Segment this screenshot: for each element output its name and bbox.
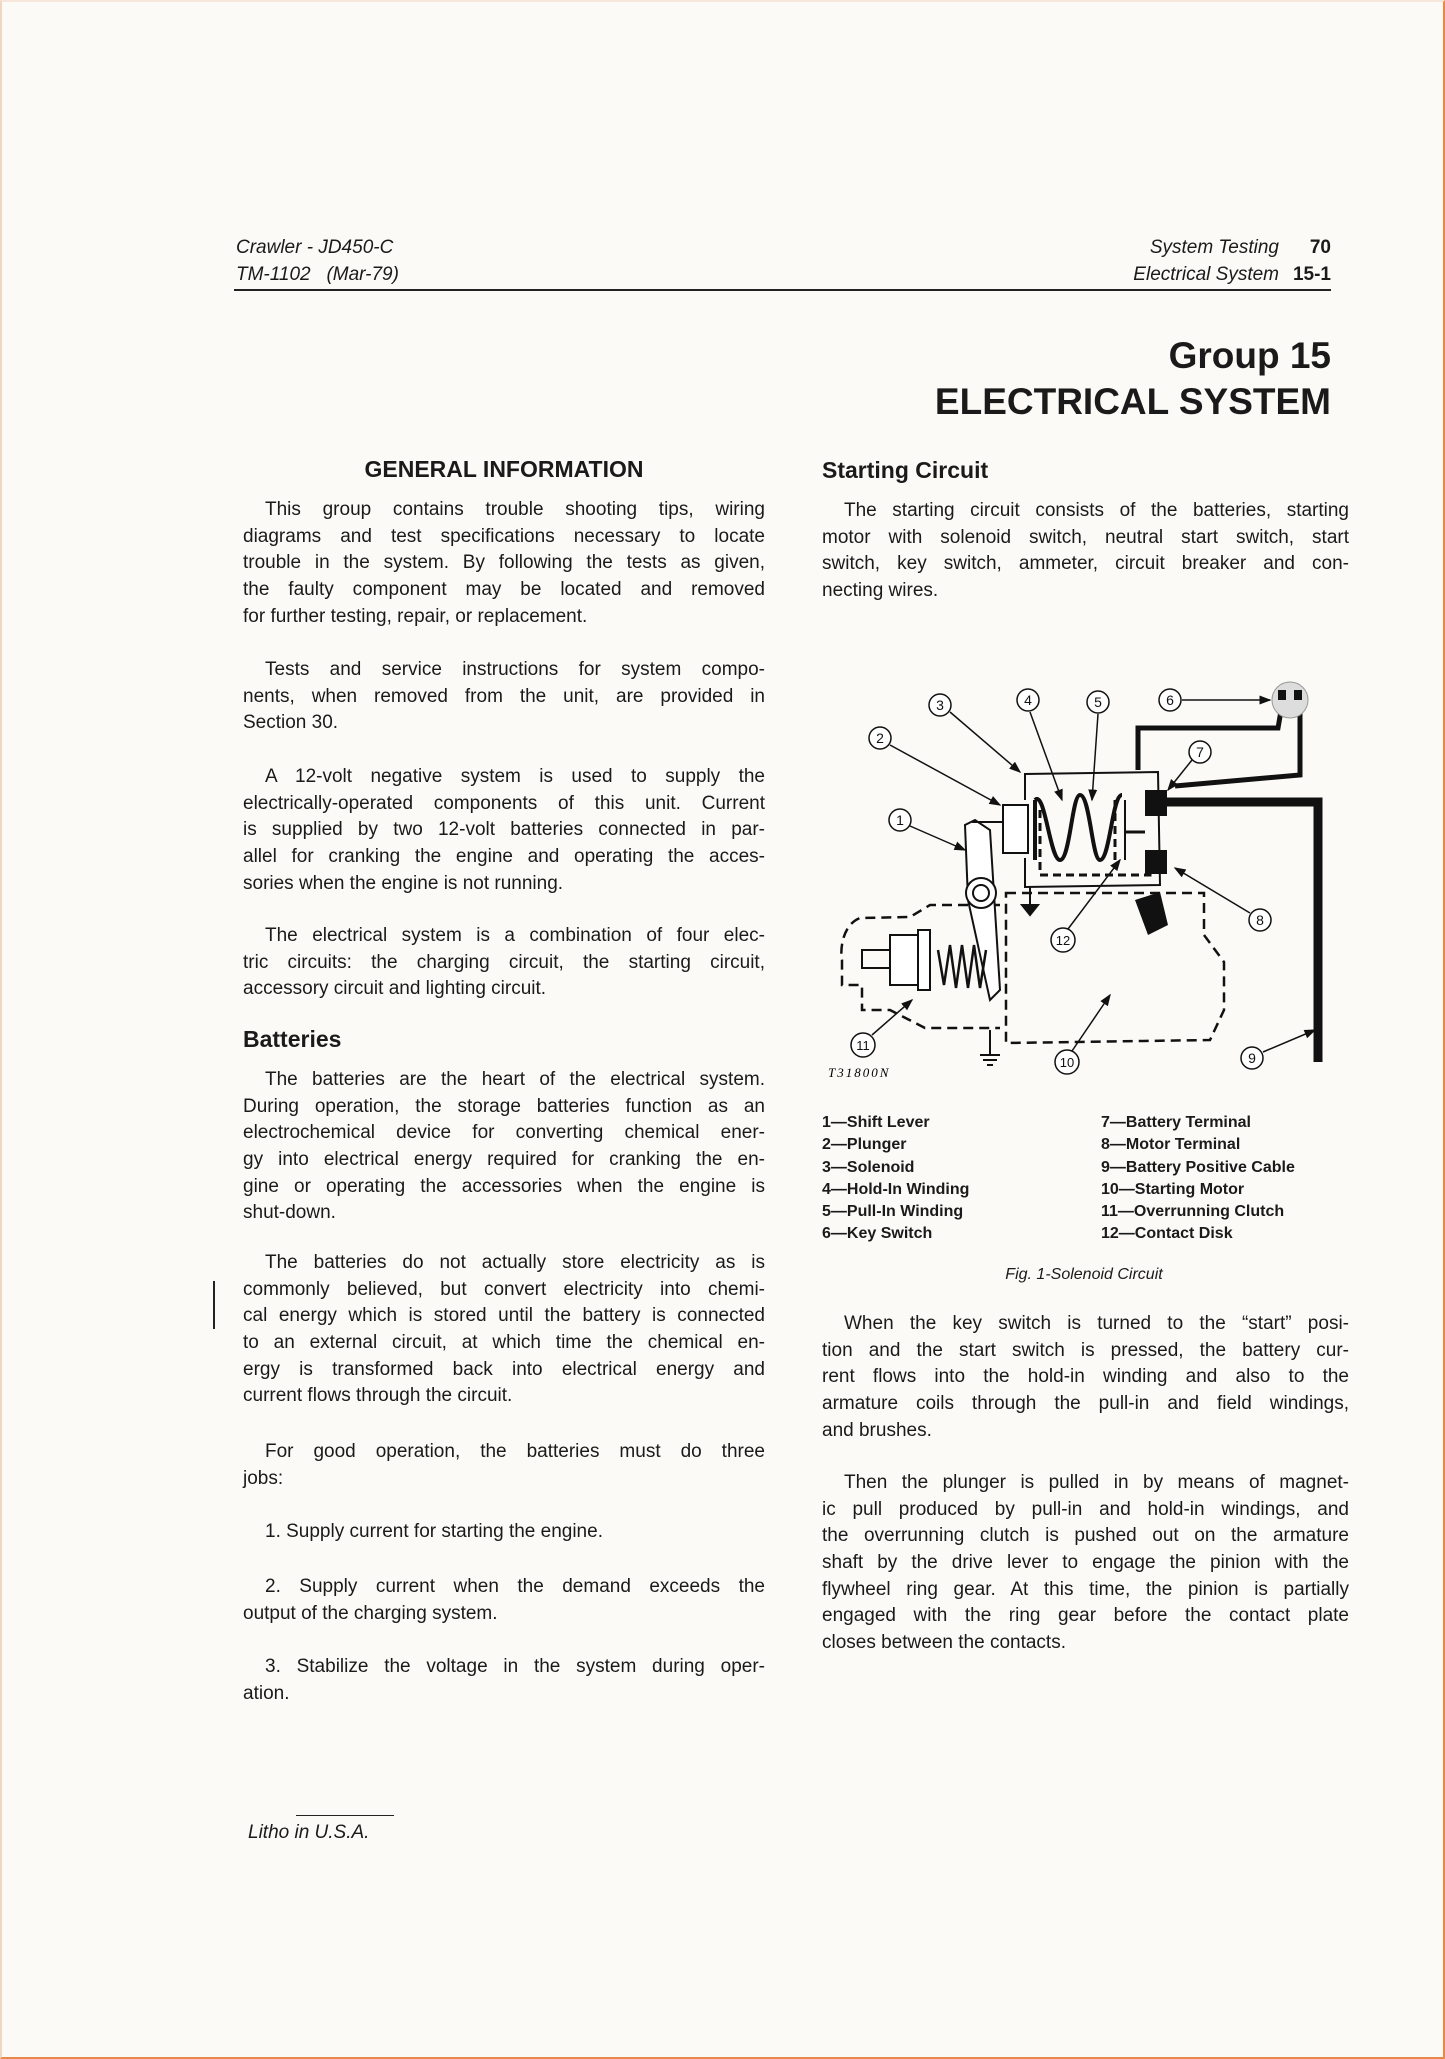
footer-litho: Litho in U.S.A.	[248, 1822, 370, 1843]
key-switch-wire	[1138, 705, 1300, 786]
callout-3	[929, 694, 951, 716]
text-line: motor with solenoid switch, neutral start switch, start	[822, 526, 1349, 548]
legend-item: 2—Plunger	[822, 1136, 907, 1154]
text-line: ation.	[243, 1682, 290, 1704]
callout-8	[1249, 909, 1271, 931]
hold-in-winding	[1035, 795, 1122, 860]
callout-6	[1159, 689, 1181, 711]
header-section-num: 70	[1309, 237, 1331, 258]
text-line: the faulty component may be located and removed	[243, 579, 765, 601]
list-item	[243, 1654, 765, 1707]
text-line: and brushes.	[822, 1419, 932, 1441]
text-line: Then the plunger is pulled in by means of magnet-	[844, 1472, 1349, 1493]
svg-text:4: 4	[1024, 692, 1032, 708]
text-line: for further testing, repair, or replacement.	[243, 605, 588, 627]
callout-10	[1055, 1050, 1079, 1074]
figure-code: T31800N	[828, 1065, 891, 1080]
text-line: closes between the contacts.	[822, 1632, 1066, 1654]
list-item	[243, 1574, 765, 1627]
text-line: shut-down.	[243, 1202, 336, 1224]
legend-item: 12—Contact Disk	[1101, 1225, 1233, 1243]
starting-circuit-heading: Starting Circuit	[822, 457, 989, 483]
legend-item: 9—Battery Positive Cable	[1101, 1158, 1295, 1176]
text-line: accessory circuit and lighting circuit.	[243, 978, 547, 1000]
pull-in-winding	[1040, 800, 1150, 875]
legend-left	[822, 1112, 969, 1246]
revision-bar	[213, 1281, 215, 1329]
footer-rule	[296, 1815, 394, 1816]
text-line: A 12-volt negative system is used to supply the	[265, 766, 765, 787]
text-line: jobs:	[243, 1467, 284, 1489]
text-line: Tests and service instructions for system compo-	[265, 659, 765, 680]
callout-2	[869, 727, 891, 749]
text-line: switch, key switch, ammeter, circuit breaker and con-	[822, 553, 1349, 575]
legend-item: 11—Overrunning Clutch	[1101, 1203, 1285, 1221]
callout-11	[851, 1033, 875, 1057]
text-line: The starting circuit consists of the batteries, starting	[844, 500, 1349, 521]
text-line: 3. Stabilize the voltage in the system during oper-	[265, 1656, 765, 1677]
svg-text:3: 3	[936, 697, 944, 713]
text-line: For good operation, the batteries must do three	[265, 1441, 765, 1462]
paragraph	[822, 1470, 1349, 1657]
callout-9	[1241, 1047, 1263, 1069]
text-line: Section 30.	[243, 712, 339, 734]
list-item	[243, 1519, 765, 1546]
legend-item: 1—Shift Lever	[822, 1114, 930, 1131]
paragraph	[243, 1250, 765, 1410]
paragraph	[822, 1311, 1349, 1444]
text-line: tric circuits: the charging circuit, the starting circuit,	[243, 951, 765, 973]
paragraph	[243, 923, 765, 1003]
text-line: commonly believed, but convert electricity into chemi-	[243, 1278, 765, 1300]
paragraph	[243, 657, 765, 737]
text-line: to an external circuit, at which time the chemical en-	[243, 1332, 765, 1354]
legend-item: 4—Hold-In Winding	[822, 1180, 970, 1198]
text-line: sories when the engine is not running.	[243, 872, 564, 894]
text-line: necting wires.	[822, 580, 939, 602]
callout-1	[889, 809, 911, 831]
legend-item: 7—Battery Terminal	[1101, 1114, 1251, 1131]
group-number: Group 15	[1168, 335, 1331, 376]
header-left	[236, 234, 399, 288]
page-title	[935, 333, 1331, 425]
paragraph	[822, 498, 1349, 605]
legend-item: 5—Pull-In Winding	[822, 1203, 964, 1221]
text-line: electrochemical device for converting chemical ener-	[243, 1122, 765, 1144]
text-line: The batteries are the heart of the electrical system.	[265, 1069, 765, 1090]
svg-text:10: 10	[1059, 1055, 1075, 1070]
text-line: the overrunning clutch is pushed out on the armature	[822, 1525, 1349, 1547]
text-line: is supplied by two 12-volt batteries connected in par-	[243, 819, 765, 841]
header-group: Electrical System	[1133, 264, 1279, 285]
svg-text:12: 12	[1055, 933, 1071, 948]
callout-4	[1017, 689, 1039, 711]
svg-text:11: 11	[856, 1038, 870, 1053]
key-switch-symbol	[1272, 682, 1308, 718]
svg-text:2: 2	[876, 730, 884, 746]
legend-item: 3—Solenoid	[822, 1158, 915, 1176]
text-line: The electrical system is a combination of four elec-	[265, 925, 765, 946]
text-line: This group contains trouble shooting tips, wiring	[265, 499, 765, 520]
header-right	[1133, 234, 1331, 288]
svg-text:1: 1	[896, 812, 904, 828]
callout-12	[1051, 928, 1075, 952]
text-line: allel for cranking the engine and operating the acces-	[243, 846, 765, 868]
header-rule	[234, 289, 1331, 291]
plunger	[1003, 805, 1028, 853]
text-line: flywheel ring gear. At this time, the pinion is partially	[822, 1578, 1349, 1600]
text-line: current flows through the circuit.	[243, 1385, 513, 1407]
figure-caption: Fig. 1-Solenoid Circuit	[1005, 1266, 1163, 1283]
legend-item: 10—Starting Motor	[1101, 1180, 1245, 1198]
text-line: rent flows into the hold-in winding and also to the	[822, 1366, 1349, 1388]
text-line: When the key switch is turned to the “start” posi-	[844, 1313, 1349, 1334]
text-line: output of the charging system.	[243, 1602, 498, 1624]
text-line: cal energy which is stored until the battery is connected	[243, 1305, 765, 1327]
text-line: diagrams and test specifications necessary to locate	[243, 525, 765, 547]
legend-item: 8—Motor Terminal	[1101, 1136, 1241, 1154]
battery-positive-cable	[1162, 802, 1318, 1062]
text-line: electrically-operated components of this unit. Current	[243, 792, 765, 814]
text-line: nents, when removed from the unit, are provided in	[243, 685, 765, 707]
text-line: ergy is transformed back into electrical energy and	[243, 1358, 765, 1380]
legend-right	[1101, 1112, 1295, 1246]
general-information-heading: GENERAL INFORMATION	[364, 456, 644, 482]
paragraph	[243, 497, 765, 630]
text-line: engaged with the ring gear before the contact plate	[822, 1605, 1349, 1627]
svg-text:9: 9	[1248, 1050, 1256, 1066]
text-line: 2. Supply current when the demand exceeds the	[265, 1576, 765, 1597]
svg-text:6: 6	[1166, 692, 1174, 708]
header-model: Crawler - JD450-C	[236, 237, 394, 258]
callout-7	[1189, 741, 1211, 763]
solenoid-circuit-diagram	[820, 670, 1340, 1090]
text-line: ic pull produced by pull-in and hold-in windings, and	[822, 1498, 1349, 1520]
svg-text:5: 5	[1094, 694, 1102, 710]
text-line: tion and the start switch is pressed, the battery cur-	[822, 1339, 1349, 1361]
paragraph	[243, 764, 765, 897]
paragraph	[243, 1067, 765, 1227]
paragraph	[243, 1439, 765, 1492]
starting-motor-outline	[1006, 893, 1224, 1043]
text-line: gine or operating the accessories when the engine is	[243, 1175, 765, 1197]
motor-terminal	[1145, 850, 1167, 874]
text-line: gy into electrical energy required for cranking the en-	[243, 1149, 765, 1171]
text-line: shaft by the drive lever to engage the pinion with the	[822, 1552, 1349, 1574]
svg-text:7: 7	[1196, 744, 1204, 760]
text-line: trouble in the system. By following the tests as given,	[243, 552, 765, 574]
text-line: During operation, the storage batteries function as an	[243, 1095, 765, 1117]
header-manual-id: TM-1102 (Mar-79)	[236, 264, 399, 285]
text-line: The batteries do not actually store electricity as is	[265, 1252, 765, 1273]
group-name: ELECTRICAL SYSTEM	[934, 381, 1331, 422]
header-page-num: 15-1	[1292, 264, 1331, 285]
svg-text:8: 8	[1256, 912, 1264, 928]
battery-terminal	[1145, 790, 1167, 816]
text-line: 1. Supply current for starting the engine.	[265, 1521, 603, 1542]
header-section: System Testing	[1149, 237, 1279, 258]
batteries-heading: Batteries	[243, 1026, 342, 1052]
text-line: armature coils through the pull-in and field windings,	[822, 1393, 1349, 1415]
callout-5	[1087, 691, 1109, 713]
legend-item: 6—Key Switch	[822, 1225, 933, 1243]
